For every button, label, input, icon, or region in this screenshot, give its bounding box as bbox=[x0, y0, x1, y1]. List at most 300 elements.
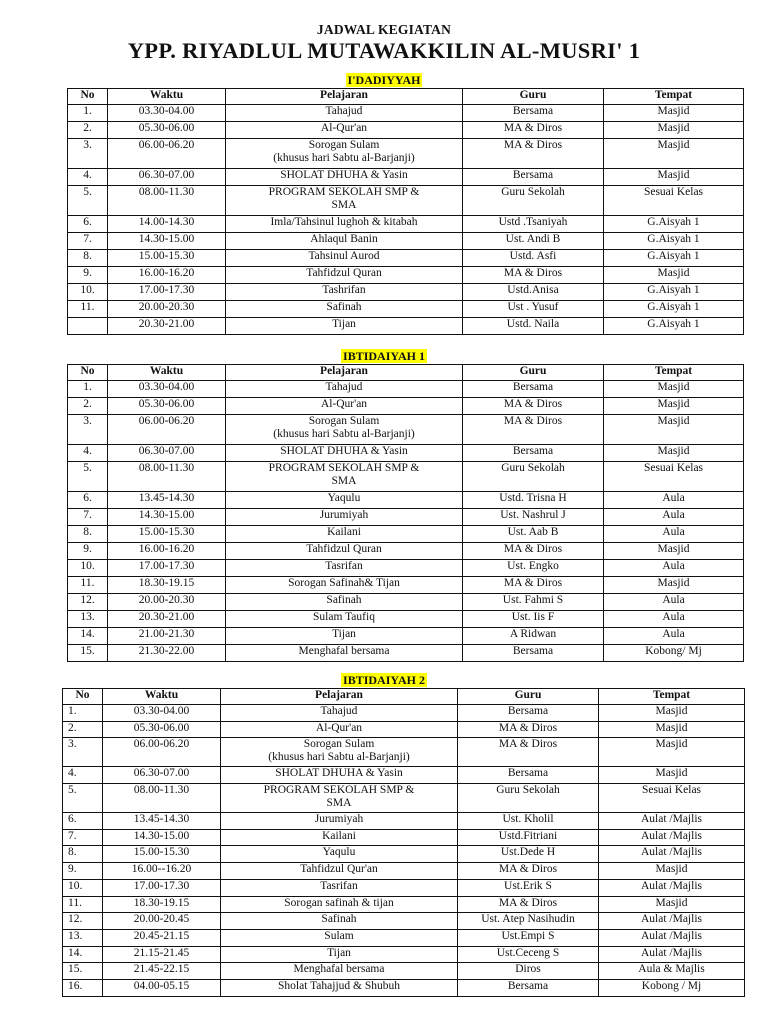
col-waktu-cell: 08.00-11.30 bbox=[108, 462, 226, 492]
pelajaran-line: Sorogan Sulam bbox=[308, 415, 380, 427]
col-pelajaran-cell bbox=[221, 863, 458, 880]
col-waktu-header: Waktu bbox=[103, 689, 221, 705]
col-tempat-cell: Aulat /Majlis bbox=[599, 913, 745, 930]
col-guru-cell: Bersama bbox=[458, 979, 599, 996]
col-waktu-cell: 06.00-06.20 bbox=[108, 415, 226, 445]
col-pelajaran-cell bbox=[226, 122, 463, 139]
col-waktu-cell: 06.00-06.20 bbox=[108, 139, 226, 169]
col-guru-cell: MA & Diros bbox=[463, 543, 604, 560]
col-waktu-cell: 06.30-07.00 bbox=[108, 445, 226, 462]
pelajaran-line: Tahfidzul Quran bbox=[306, 543, 382, 555]
col-guru-cell: Ust. Engko bbox=[463, 560, 604, 577]
col-tempat-header: Tempat bbox=[599, 689, 745, 705]
table-row bbox=[63, 929, 745, 946]
col-pelajaran-cell bbox=[226, 492, 463, 509]
table-row bbox=[68, 445, 744, 462]
col-guru-cell: Ust . Yusuf bbox=[463, 301, 604, 318]
col-no-cell: 4. bbox=[63, 767, 103, 784]
table-row bbox=[68, 415, 744, 445]
col-waktu-cell: 20.30-21.00 bbox=[108, 318, 226, 335]
pelajaran-line: Sulam bbox=[324, 929, 354, 942]
table-row bbox=[63, 829, 745, 846]
col-no-cell: 16. bbox=[63, 979, 103, 996]
col-guru-cell: MA & Diros bbox=[458, 721, 599, 738]
col-tempat-cell: Aula & Majlis bbox=[599, 963, 745, 980]
col-guru-cell: Ust.Ceceng S bbox=[458, 946, 599, 963]
col-guru-cell: Ustd .Tsaniyah bbox=[463, 216, 604, 233]
col-pelajaran-cell bbox=[226, 543, 463, 560]
col-no-cell: 13. bbox=[63, 929, 103, 946]
pelajaran-line: Tasrifan bbox=[325, 560, 363, 572]
col-tempat-cell: Kobong / Mj bbox=[599, 979, 745, 996]
table-row bbox=[68, 381, 744, 398]
table-row bbox=[68, 492, 744, 509]
col-guru-cell: MA & Diros bbox=[463, 139, 604, 169]
col-no-header: No bbox=[68, 89, 108, 105]
section-heading bbox=[0, 673, 768, 688]
pelajaran-line: Ahlaqul Banin bbox=[310, 233, 378, 245]
col-waktu-cell: 06.00-06.20 bbox=[103, 738, 221, 767]
col-waktu-cell: 03.30-04.00 bbox=[108, 381, 226, 398]
pelajaran-line: Tijan bbox=[327, 946, 351, 959]
pelajaran-line: Menghafal bersama bbox=[293, 963, 385, 976]
col-pelajaran-cell bbox=[221, 767, 458, 784]
col-no-cell: 12. bbox=[63, 913, 103, 930]
col-no-cell: 2. bbox=[68, 398, 108, 415]
col-pelajaran-cell bbox=[226, 186, 463, 216]
col-waktu-cell: 14.30-15.00 bbox=[108, 509, 226, 526]
col-waktu-cell: 21.00-21.30 bbox=[108, 628, 226, 645]
col-pelajaran-cell bbox=[221, 963, 458, 980]
col-no-cell: 9. bbox=[63, 863, 103, 880]
col-pelajaran-cell bbox=[221, 738, 458, 767]
pelajaran-line-2: SMA bbox=[326, 797, 352, 810]
col-tempat-cell: Aulat /Majlis bbox=[599, 946, 745, 963]
col-waktu-cell: 14.30-15.00 bbox=[108, 233, 226, 250]
col-guru-cell: Bersama bbox=[463, 445, 604, 462]
col-tempat-cell: Masjid bbox=[604, 169, 744, 186]
document-title: YPP. RIYADLUL MUTAWAKKILIN AL-MUSRI' 1 bbox=[127, 38, 641, 63]
col-waktu-cell: 14.30-15.00 bbox=[103, 829, 221, 846]
col-guru-cell: MA & Diros bbox=[463, 398, 604, 415]
table-row bbox=[68, 462, 744, 492]
col-pelajaran-cell bbox=[221, 784, 458, 813]
col-tempat-cell: Aulat /Majlis bbox=[599, 829, 745, 846]
col-no-cell: 3. bbox=[68, 415, 108, 445]
table-row bbox=[63, 846, 745, 863]
table-row bbox=[68, 186, 744, 216]
col-no-cell: 10. bbox=[68, 284, 108, 301]
col-no-cell: 6. bbox=[68, 216, 108, 233]
col-tempat-cell: Masjid bbox=[599, 738, 745, 767]
col-tempat-cell: G.Aisyah 1 bbox=[604, 233, 744, 250]
table-row bbox=[68, 526, 744, 543]
col-guru-cell: MA & Diros bbox=[463, 122, 604, 139]
table-row bbox=[68, 233, 744, 250]
col-pelajaran-cell bbox=[226, 250, 463, 267]
pelajaran-line: Al-Qur'an bbox=[315, 721, 363, 734]
col-guru-cell: Ustd.Fitriani bbox=[458, 829, 599, 846]
col-guru-cell: Ust. Andi B bbox=[463, 233, 604, 250]
col-pelajaran-cell bbox=[221, 705, 458, 722]
col-no-cell: 6. bbox=[63, 813, 103, 830]
col-guru-header: Guru bbox=[463, 365, 604, 381]
col-no-cell: 10. bbox=[63, 879, 103, 896]
col-guru-cell: Diros bbox=[458, 963, 599, 980]
document-subtitle: JADWAL KEGIATAN bbox=[316, 22, 452, 37]
col-waktu-cell: 20.00-20.45 bbox=[103, 913, 221, 930]
section-heading-label: IBTIDAIYAH 2 bbox=[343, 673, 425, 687]
col-guru-cell: Guru Sekolah bbox=[463, 186, 604, 216]
col-waktu-cell: 13.45-14.30 bbox=[108, 492, 226, 509]
col-guru-cell: Ustd. Trisna H bbox=[463, 492, 604, 509]
col-tempat-cell: Aulat /Majlis bbox=[599, 813, 745, 830]
col-no-cell: 1. bbox=[68, 381, 108, 398]
col-pelajaran-cell bbox=[221, 946, 458, 963]
table-row bbox=[68, 645, 744, 662]
col-waktu-cell: 05.30-06.00 bbox=[108, 398, 226, 415]
col-pelajaran-cell bbox=[226, 628, 463, 645]
table-row bbox=[63, 863, 745, 880]
pelajaran-line: Imla/Tahsinul lughoh & kitabah bbox=[270, 216, 418, 228]
col-tempat-cell: Masjid bbox=[599, 863, 745, 880]
col-tempat-cell: G.Aisyah 1 bbox=[604, 301, 744, 318]
col-pelajaran-cell bbox=[221, 929, 458, 946]
col-pelajaran-cell bbox=[226, 611, 463, 628]
col-guru-header: Guru bbox=[458, 689, 599, 705]
pelajaran-line: Sorogan safinah & tijan bbox=[284, 896, 394, 909]
table-row bbox=[68, 398, 744, 415]
col-no-cell: 1. bbox=[63, 705, 103, 722]
col-no-cell: 14. bbox=[68, 628, 108, 645]
table-row bbox=[68, 216, 744, 233]
col-pelajaran-cell bbox=[226, 560, 463, 577]
col-pelajaran-header: Pelajaran bbox=[221, 689, 458, 705]
col-pelajaran-cell bbox=[226, 445, 463, 462]
table-row bbox=[68, 543, 744, 560]
col-no-cell: 7. bbox=[63, 829, 103, 846]
col-waktu-cell: 06.30-07.00 bbox=[108, 169, 226, 186]
col-pelajaran-cell bbox=[221, 913, 458, 930]
col-no-cell: 15. bbox=[68, 645, 108, 662]
col-pelajaran-cell bbox=[226, 284, 463, 301]
pelajaran-line-2: SMA bbox=[331, 199, 357, 211]
col-tempat-cell: Masjid bbox=[604, 105, 744, 122]
table-row bbox=[63, 738, 745, 767]
col-no-cell: 13. bbox=[68, 611, 108, 628]
section-heading bbox=[0, 349, 768, 364]
pelajaran-line: Al-Qur'an bbox=[320, 122, 368, 134]
pelajaran-line: Tijan bbox=[332, 628, 356, 640]
col-waktu-header: Waktu bbox=[108, 89, 226, 105]
col-tempat-cell: Masjid bbox=[604, 543, 744, 560]
table-row bbox=[68, 250, 744, 267]
col-waktu-cell: 15.00-15.30 bbox=[108, 526, 226, 543]
table-row bbox=[68, 560, 744, 577]
pelajaran-line: Tijan bbox=[332, 318, 356, 330]
col-waktu-cell: 04.00-05.15 bbox=[103, 979, 221, 996]
col-tempat-header: Tempat bbox=[604, 365, 744, 381]
col-tempat-header: Tempat bbox=[604, 89, 744, 105]
col-pelajaran-cell bbox=[221, 879, 458, 896]
col-waktu-header: Waktu bbox=[108, 365, 226, 381]
col-no-cell: 6. bbox=[68, 492, 108, 509]
pelajaran-line: PROGRAM SEKOLAH SMP & bbox=[268, 186, 420, 198]
col-pelajaran-cell bbox=[226, 462, 463, 492]
table-header-row bbox=[68, 365, 744, 381]
col-no-cell: 2. bbox=[68, 122, 108, 139]
col-waktu-cell: 05.30-06.00 bbox=[103, 721, 221, 738]
table-row bbox=[68, 301, 744, 318]
col-waktu-cell: 08.00-11.30 bbox=[108, 186, 226, 216]
col-tempat-cell: G.Aisyah 1 bbox=[604, 250, 744, 267]
col-tempat-cell: G.Aisyah 1 bbox=[604, 318, 744, 335]
col-tempat-cell: Aula bbox=[604, 560, 744, 577]
col-waktu-cell: 14.00-14.30 bbox=[108, 216, 226, 233]
col-pelajaran-cell bbox=[226, 577, 463, 594]
pelajaran-line: SHOLAT DHUHA & Yasin bbox=[280, 445, 408, 457]
col-tempat-cell: Aula bbox=[604, 526, 744, 543]
col-guru-cell: Bersama bbox=[463, 105, 604, 122]
col-waktu-cell: 08.00-11.30 bbox=[103, 784, 221, 813]
col-tempat-cell: Sesuai Kelas bbox=[604, 462, 744, 492]
pelajaran-line: Kailani bbox=[322, 829, 356, 842]
pelajaran-line: Safinah bbox=[326, 594, 362, 606]
pelajaran-line: Al-Qur'an bbox=[320, 398, 368, 410]
col-waktu-cell: 03.30-04.00 bbox=[108, 105, 226, 122]
col-pelajaran-cell bbox=[226, 398, 463, 415]
pelajaran-line: Yaqulu bbox=[322, 846, 356, 859]
pelajaran-line-2: (khusus hari Sabtu al-Barjanji) bbox=[273, 152, 415, 164]
col-no-cell: 14. bbox=[63, 946, 103, 963]
pelajaran-line: Tashrifan bbox=[322, 284, 366, 296]
table-row bbox=[63, 896, 745, 913]
col-pelajaran-cell bbox=[221, 846, 458, 863]
col-pelajaran-cell bbox=[226, 216, 463, 233]
table-row bbox=[63, 813, 745, 830]
col-guru-cell: Ustd. Asfi bbox=[463, 250, 604, 267]
col-guru-cell: Ustd. Naila bbox=[463, 318, 604, 335]
col-pelajaran-cell bbox=[226, 526, 463, 543]
col-waktu-cell: 17.00-17.30 bbox=[108, 560, 226, 577]
schedule-table bbox=[62, 688, 745, 997]
pelajaran-line: Jurumiyah bbox=[319, 509, 369, 521]
pelajaran-line: PROGRAM SEKOLAH SMP & bbox=[263, 784, 415, 797]
pelajaran-line: Tahajud bbox=[320, 705, 358, 717]
col-waktu-cell: 16.00--16.20 bbox=[103, 863, 221, 880]
col-tempat-cell: Sesuai Kelas bbox=[599, 784, 745, 813]
col-no-cell: 4. bbox=[68, 445, 108, 462]
col-guru-cell: MA & Diros bbox=[458, 738, 599, 767]
col-guru-cell: Guru Sekolah bbox=[463, 462, 604, 492]
col-guru-cell: Ust.Erik S bbox=[458, 879, 599, 896]
table-row bbox=[68, 628, 744, 645]
pelajaran-line: Sholat Tahajjud & Shubuh bbox=[278, 979, 400, 992]
col-tempat-cell: Masjid bbox=[604, 381, 744, 398]
table-row bbox=[68, 122, 744, 139]
table-row bbox=[63, 784, 745, 813]
section-heading bbox=[0, 73, 768, 88]
col-guru-cell: MA & Diros bbox=[458, 863, 599, 880]
pelajaran-line: Kailani bbox=[327, 526, 361, 538]
col-pelajaran-cell bbox=[226, 415, 463, 445]
col-tempat-cell: Masjid bbox=[604, 398, 744, 415]
table-header-row bbox=[68, 89, 744, 105]
col-waktu-cell: 17.00-17.30 bbox=[108, 284, 226, 301]
col-pelajaran-cell bbox=[221, 721, 458, 738]
pelajaran-line-2: (khusus hari Sabtu al-Barjanji) bbox=[273, 428, 415, 440]
col-no-cell: 8. bbox=[68, 526, 108, 543]
col-guru-cell: Bersama bbox=[458, 705, 599, 722]
section-heading-label: IBTIDAIYAH 1 bbox=[343, 349, 425, 363]
pelajaran-line: Tahfidzul Qur'an bbox=[300, 863, 378, 876]
col-waktu-cell: 20.00-20.30 bbox=[108, 594, 226, 611]
col-tempat-cell: Masjid bbox=[604, 122, 744, 139]
col-no-cell: 9. bbox=[68, 543, 108, 560]
table-row bbox=[63, 963, 745, 980]
col-waktu-cell: 15.00-15.30 bbox=[103, 846, 221, 863]
col-guru-cell: Ust. Fahmi S bbox=[463, 594, 604, 611]
section-heading-label: I'DADIYYAH bbox=[347, 73, 421, 87]
col-pelajaran-header: Pelajaran bbox=[226, 89, 463, 105]
col-guru-cell: MA & Diros bbox=[463, 267, 604, 284]
col-pelajaran-cell bbox=[221, 813, 458, 830]
col-tempat-cell: Masjid bbox=[604, 445, 744, 462]
col-no-cell: 1. bbox=[68, 105, 108, 122]
col-no-cell: 5. bbox=[68, 186, 108, 216]
col-waktu-cell: 18.30-19.15 bbox=[103, 896, 221, 913]
col-tempat-cell: Aulat /Majlis bbox=[599, 879, 745, 896]
col-tempat-cell: Masjid bbox=[604, 577, 744, 594]
table-row bbox=[63, 721, 745, 738]
col-no-cell: 10. bbox=[68, 560, 108, 577]
col-no-cell: 12. bbox=[68, 594, 108, 611]
col-guru-cell: MA & Diros bbox=[463, 577, 604, 594]
table-row bbox=[68, 105, 744, 122]
col-pelajaran-cell bbox=[226, 233, 463, 250]
col-waktu-cell: 05.30-06.00 bbox=[108, 122, 226, 139]
table-row bbox=[68, 267, 744, 284]
col-tempat-cell: Masjid bbox=[599, 705, 745, 722]
col-pelajaran-cell bbox=[226, 169, 463, 186]
pelajaran-line: Safinah bbox=[321, 913, 357, 926]
col-no-cell: 11. bbox=[68, 301, 108, 318]
table-row bbox=[68, 139, 744, 169]
table-row bbox=[68, 611, 744, 628]
table-header-row bbox=[63, 689, 745, 705]
col-guru-cell: Bersama bbox=[458, 767, 599, 784]
col-waktu-cell: 06.30-07.00 bbox=[103, 767, 221, 784]
col-pelajaran-cell bbox=[221, 979, 458, 996]
col-tempat-cell: Aula bbox=[604, 594, 744, 611]
col-guru-cell: Ust. Kholil bbox=[458, 813, 599, 830]
table-row bbox=[63, 767, 745, 784]
col-no-cell: 5. bbox=[68, 462, 108, 492]
col-pelajaran-cell bbox=[226, 381, 463, 398]
col-tempat-cell: G.Aisyah 1 bbox=[604, 284, 744, 301]
col-guru-cell: Guru Sekolah bbox=[458, 784, 599, 813]
col-waktu-cell: 03.30-04.00 bbox=[103, 705, 221, 722]
col-guru-header: Guru bbox=[463, 89, 604, 105]
col-guru-cell: MA & Diros bbox=[458, 896, 599, 913]
pelajaran-line: Jurumiyah bbox=[314, 813, 364, 826]
col-no-cell: 3. bbox=[68, 139, 108, 169]
col-tempat-cell: Aulat /Majlis bbox=[599, 929, 745, 946]
col-no-cell: 7. bbox=[68, 509, 108, 526]
pelajaran-line: Tahfidzul Quran bbox=[306, 267, 382, 279]
pelajaran-line: Yaqulu bbox=[327, 492, 361, 504]
col-no-cell bbox=[68, 318, 108, 335]
table-row bbox=[63, 705, 745, 722]
col-no-cell: 5. bbox=[63, 784, 103, 813]
schedule-table bbox=[67, 364, 744, 662]
table-row bbox=[63, 946, 745, 963]
pelajaran-line: Sulam Taufiq bbox=[313, 611, 375, 623]
col-guru-cell: MA & Diros bbox=[463, 415, 604, 445]
col-pelajaran-header: Pelajaran bbox=[226, 365, 463, 381]
col-waktu-cell: 13.45-14.30 bbox=[103, 813, 221, 830]
col-waktu-cell: 21.30-22.00 bbox=[108, 645, 226, 662]
col-guru-cell: Bersama bbox=[463, 381, 604, 398]
col-no-cell: 7. bbox=[68, 233, 108, 250]
col-pelajaran-cell bbox=[221, 829, 458, 846]
col-no-header: No bbox=[68, 365, 108, 381]
col-guru-cell: Ust.Dede H bbox=[458, 846, 599, 863]
col-guru-cell: Ust. Aab B bbox=[463, 526, 604, 543]
col-no-cell: 3. bbox=[63, 738, 103, 767]
schedule-table bbox=[67, 88, 744, 335]
table-row bbox=[68, 284, 744, 301]
col-no-cell: 11. bbox=[63, 896, 103, 913]
col-no-cell: 9. bbox=[68, 267, 108, 284]
col-waktu-cell: 17.00-17.30 bbox=[103, 879, 221, 896]
col-guru-cell: A Ridwan bbox=[463, 628, 604, 645]
col-pelajaran-cell bbox=[226, 267, 463, 284]
col-waktu-cell: 20.00-20.30 bbox=[108, 301, 226, 318]
table-row bbox=[68, 577, 744, 594]
pelajaran-line: Menghafal bersama bbox=[298, 645, 390, 657]
pelajaran-line: SHOLAT DHUHA & Yasin bbox=[280, 169, 408, 181]
col-tempat-cell: Masjid bbox=[604, 267, 744, 284]
col-tempat-cell: Masjid bbox=[599, 767, 745, 784]
pelajaran-line: Tahsinul Aurod bbox=[308, 250, 380, 262]
col-waktu-cell: 16.00-16.20 bbox=[108, 543, 226, 560]
col-tempat-cell: Aula bbox=[604, 628, 744, 645]
pelajaran-line: Safinah bbox=[326, 301, 362, 313]
col-tempat-cell: Kobong/ Mj bbox=[604, 645, 744, 662]
col-tempat-cell: Sesuai Kelas bbox=[604, 186, 744, 216]
col-guru-cell: Ust. Iis F bbox=[463, 611, 604, 628]
pelajaran-line-2: (khusus hari Sabtu al-Barjanji) bbox=[268, 751, 410, 764]
col-tempat-cell: Aula bbox=[604, 611, 744, 628]
col-guru-cell: Bersama bbox=[463, 645, 604, 662]
col-no-cell: 15. bbox=[63, 963, 103, 980]
col-waktu-cell: 21.45-22.15 bbox=[103, 963, 221, 980]
col-pelajaran-cell bbox=[226, 594, 463, 611]
pelajaran-line: Sorogan Sulam bbox=[308, 139, 380, 151]
col-pelajaran-cell bbox=[226, 509, 463, 526]
col-no-cell: 11. bbox=[68, 577, 108, 594]
col-pelajaran-cell bbox=[226, 645, 463, 662]
col-tempat-cell: Masjid bbox=[599, 896, 745, 913]
col-waktu-cell: 16.00-16.20 bbox=[108, 267, 226, 284]
col-pelajaran-cell bbox=[226, 301, 463, 318]
col-tempat-cell: Aulat /Majlis bbox=[599, 846, 745, 863]
col-waktu-cell: 20.30-21.00 bbox=[108, 611, 226, 628]
col-waktu-cell: 20.45-21.15 bbox=[103, 929, 221, 946]
table-row bbox=[63, 913, 745, 930]
col-guru-cell: Bersama bbox=[463, 169, 604, 186]
